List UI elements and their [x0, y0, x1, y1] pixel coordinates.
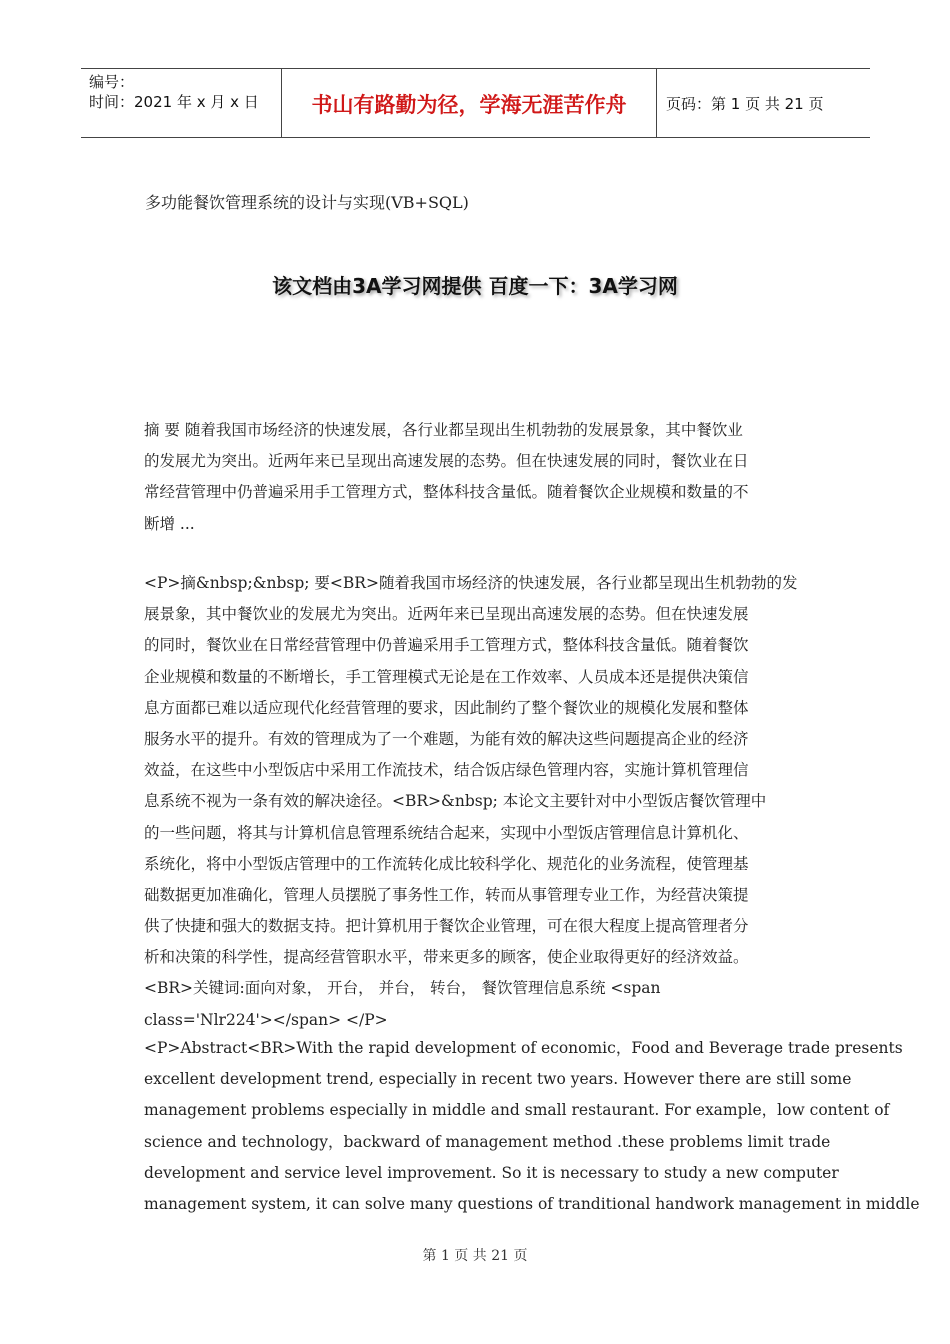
page-header [81, 68, 870, 138]
abstract-summary [144, 415, 804, 540]
text-line: excellent development trend, especially in recent two years. However there are still some [144, 1070, 852, 1089]
text-line: 企业规模和数量的不断增长，手工管理模式无论是在工作效率、人员成本还是提供决策信 [144, 667, 749, 686]
text-line: class='Nlr224'></span> </P> [144, 1010, 388, 1029]
text-line: 常经营管理中仍普遍采用手工管理方式，整体科技含量低。随着餐饮企业规模和数量的不 [144, 483, 749, 502]
text-line: 系统化，将中小型饭店管理中的工作流转化成比较科学化、规范化的业务流程，使管理基 [144, 854, 749, 873]
text-line: 础数据更加准确化，管理人员摆脱了事务性工作，转而从事管理专业工作，为经营决策提 [144, 885, 749, 904]
text-line: 息系统不视为一条有效的解决途径。<BR>&nbsp; 本论文主要针对中小型饭店餐饮管理中 [144, 792, 767, 811]
abstract-chinese-html [144, 568, 804, 1036]
text-line: <P>Abstract<BR>With the rapid development of economic，Food and Beverage trade presents [144, 1039, 903, 1057]
document-date-label: 时间：2021 年 x 月 x 日 [89, 93, 259, 111]
text-line: 展景象，其中餐饮业的发展尤为突出。近两年来已呈现出高速发展的态势。但在快速发展 [144, 605, 749, 624]
text-line: 效益，在这些中小型饭店中采用工作流技术，结合饭店绿色管理内容，实施计算机管理信 [144, 761, 749, 780]
text-line: <BR>关键词:面向对象， 开台， 并台， 转台， 餐饮管理信息系统 <span [144, 979, 661, 998]
text-line: 供了快捷和强大的数据支持。把计算机用于餐饮企业管理，可在很大程度上提高管理者分 [144, 917, 749, 936]
text-line: management problems especially in middle and small restaurant. For example，low content of [144, 1101, 890, 1120]
text-line: 的一些问题，将其与计算机信息管理系统结合起来，实现中小型饭店管理信息计算机化、 [144, 823, 749, 842]
header-meta-cell [81, 69, 281, 137]
abstract-english [144, 1033, 920, 1220]
text-line: science and technology，backward of management method .these problems limit trade [144, 1132, 831, 1151]
header-motto: 书山有路勤为径，学海无涯苦作舟 [311, 93, 627, 117]
text-line: 的同时，餐饮业在日常经营管理中仍普遍采用手工管理方式，整体科技含量低。随着餐饮 [144, 636, 749, 655]
text-line: management system, it can solve many questions of tranditional handwork management in middle [144, 1194, 920, 1213]
source-banner: 该文档由3A学习网提供 百度一下：3A学习网 [272, 274, 678, 298]
header-page-info: 页码：第 1 页 共 21 页 [666, 95, 824, 113]
text-line: development and service level improvement. So it is necessary to study a new computer [144, 1163, 839, 1182]
text-line: 断增 ... [144, 514, 195, 533]
text-line: <P>摘&nbsp;&nbsp; 要<BR>随着我国市场经济的快速发展，各行业都呈现出生机勃勃的发 [144, 574, 798, 592]
header-motto-cell [281, 69, 657, 137]
text-line: 的发展尤为突出。近两年来已呈现出高速发展的态势。但在快速发展的同时，餐饮业在日 [144, 452, 749, 471]
header-page-cell [656, 69, 870, 137]
document-number-label: 编号： [89, 73, 135, 91]
document-title: 多功能餐饮管理系统的设计与实现(VB+SQL) [145, 193, 469, 212]
page-footer: 第 1 页 共 21 页 [422, 1248, 528, 1264]
text-line: 析和决策的科学性，提高经营管职水平，带来更多的顾客，使企业取得更好的经济效益。 [144, 948, 749, 967]
text-line: 服务水平的提升。有效的管理成为了一个难题，为能有效的解决这些问题提高企业的经济 [144, 729, 749, 748]
text-line: 息方面都已难以适应现代化经营管理的要求，因此制约了整个餐饮业的规模化发展和整体 [144, 698, 749, 717]
text-line: 摘 要 随着我国市场经济的快速发展，各行业都呈现出生机勃勃的发展景象，其中餐饮业 [144, 421, 743, 439]
